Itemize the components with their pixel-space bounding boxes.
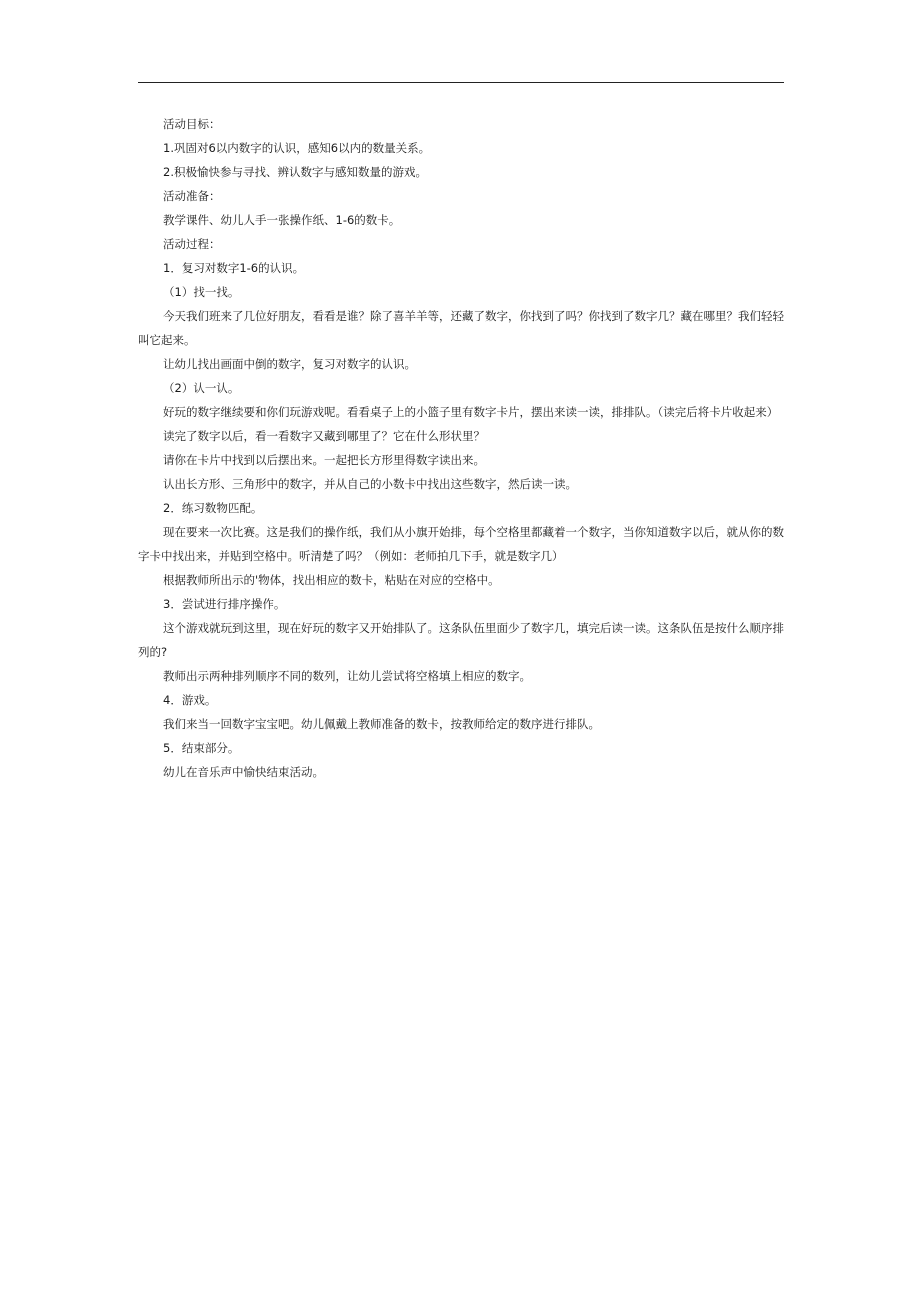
step-3-note: 教师出示两种排列顺序不同的数列，让幼儿尝试将空格填上相应的数字。 bbox=[163, 669, 531, 683]
step-3-text: 这个游戏就玩到这里，现在好玩的数字又开始排队了。这条队伍里面少了数字几，填完后读一读。这条队伍是按什么顺序排列的? bbox=[138, 621, 784, 659]
step-1-2-instruction: 请你在卡片中找到以后摆出来。一起把长方形里得数字读出来。 bbox=[163, 453, 485, 467]
step-1-title: 1．复习对数字1-6的认识。 bbox=[163, 261, 305, 275]
objective-1: 1.巩固对6以内数字的认识，感知6以内的数量关系。 bbox=[163, 141, 431, 155]
objective-2: 2.积极愉快参与寻找、辨认数字与感知数量的游戏。 bbox=[163, 165, 427, 179]
step-1-2-text: 好玩的数字继续要和你们玩游戏呢。看看桌子上的小篮子里有数字卡片，摆出来读一读，排排队。（读完后将卡片收起来） bbox=[163, 405, 779, 419]
heading-process: 活动过程： bbox=[163, 237, 221, 251]
header-rule bbox=[138, 82, 784, 83]
step-1-1-title: （1）找一找。 bbox=[163, 285, 240, 299]
step-4-title: 4．游戏。 bbox=[163, 693, 217, 707]
step-2-note: 根据教师所出示的'物体，找出相应的数卡，粘贴在对应的空格中。 bbox=[163, 573, 500, 587]
step-2-text: 现在要来一次比赛。这是我们的操作纸，我们从小旗开始排，每个空格里都藏着一个数字，当你知道数字以后，就从你的数字卡中找出来，并贴到空格中。听清楚了吗？（例如：老师拍几下手，就是数字几） bbox=[138, 525, 784, 563]
preparation-text: 教学课件、幼儿人手一张操作纸、1-6的数卡。 bbox=[163, 213, 401, 227]
step-1-1-note: 让幼儿找出画面中倒的数字，复习对数字的认识。 bbox=[163, 357, 416, 371]
step-5-title: 5．结束部分。 bbox=[163, 741, 240, 755]
step-3-title: 3．尝试进行排序操作。 bbox=[163, 597, 286, 611]
step-1-2-title: （2）认一认。 bbox=[163, 381, 240, 395]
step-1-1-text: 今天我们班来了几位好朋友，看看是谁？除了喜羊羊等，还藏了数字，你找到了吗？你找到了数字几？藏在哪里？我们轻轻叫它起来。 bbox=[138, 309, 784, 347]
step-1-2-note: 认出长方形、三角形中的数字，并从自己的小数卡中找出这些数字，然后读一读。 bbox=[163, 477, 577, 491]
heading-preparation: 活动准备： bbox=[163, 189, 221, 203]
document-body bbox=[138, 112, 788, 784]
step-5-text: 幼儿在音乐声中愉快结束活动。 bbox=[163, 765, 324, 779]
step-1-2-question: 读完了数字以后，看一看数字又藏到哪里了？它在什么形状里？ bbox=[163, 429, 485, 443]
step-4-text: 我们来当一回数字宝宝吧。幼儿佩戴上教师准备的数卡，按教师给定的数序进行排队。 bbox=[163, 717, 600, 731]
step-2-title: 2．练习数物匹配。 bbox=[163, 501, 263, 515]
heading-objectives: 活动目标： bbox=[163, 117, 221, 131]
